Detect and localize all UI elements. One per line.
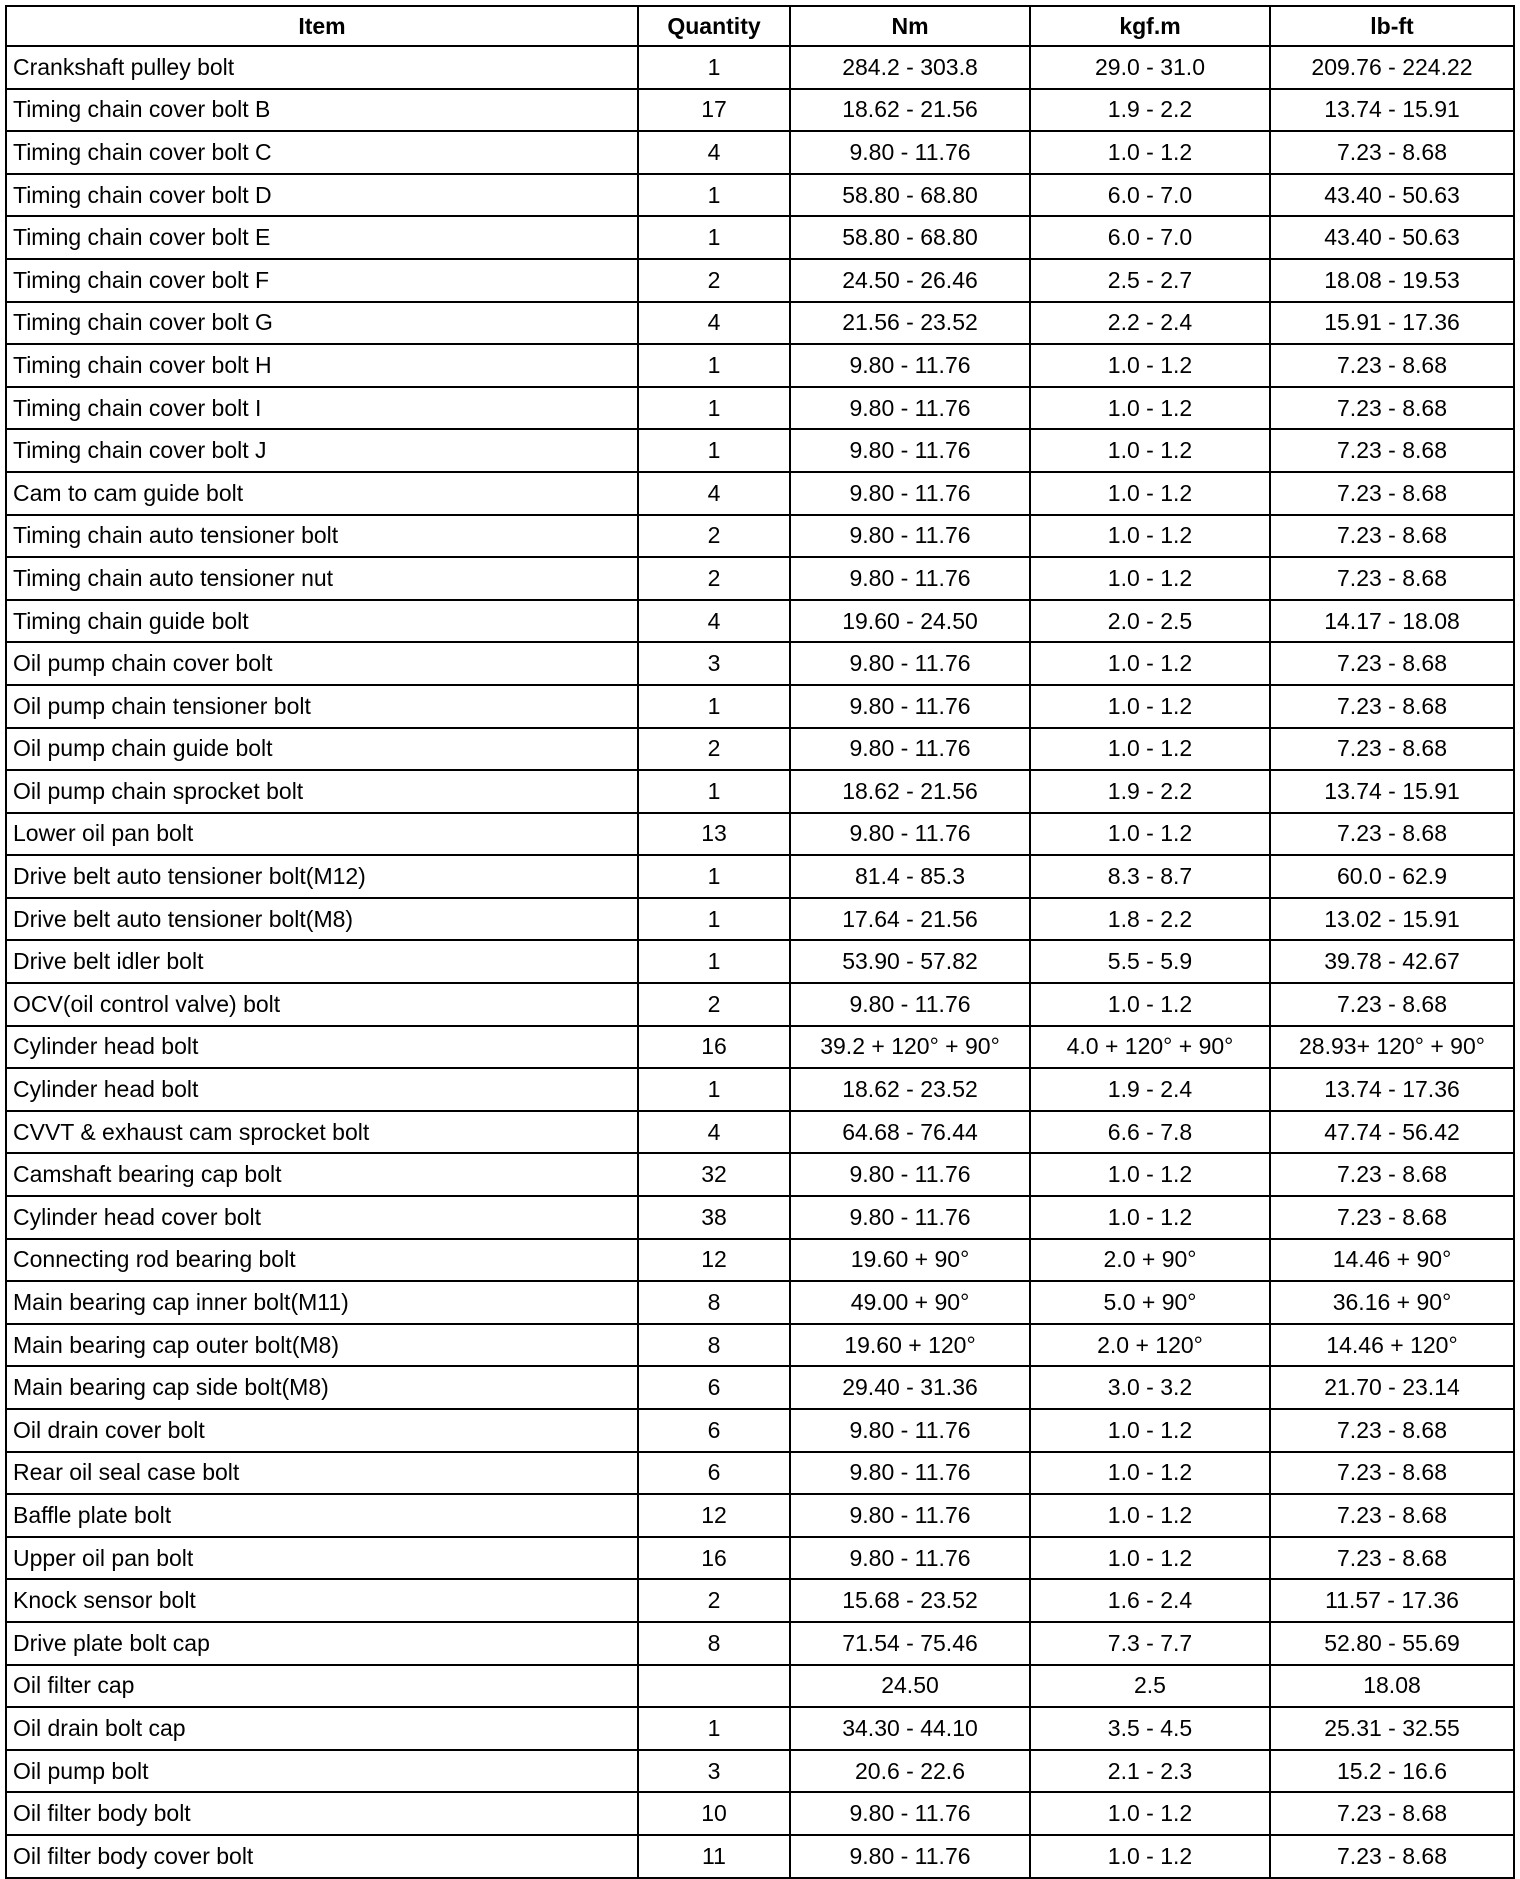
cell-kgfm: 1.0 - 1.2	[1030, 1452, 1270, 1495]
cell-item: Timing chain cover bolt J	[6, 429, 638, 472]
cell-item: Oil pump chain sprocket bolt	[6, 770, 638, 813]
cell-nm: 9.80 - 11.76	[790, 1153, 1030, 1196]
cell-kgfm: 2.0 + 120°	[1030, 1324, 1270, 1367]
cell-kgfm: 1.0 - 1.2	[1030, 387, 1270, 430]
table-row	[6, 344, 1514, 387]
cell-nm: 9.80 - 11.76	[790, 515, 1030, 558]
cell-quantity: 4	[638, 472, 790, 515]
cell-lbft: 7.23 - 8.68	[1270, 131, 1514, 174]
cell-item: Timing chain cover bolt B	[6, 89, 638, 132]
table-row	[6, 1239, 1514, 1282]
cell-lbft: 7.23 - 8.68	[1270, 983, 1514, 1026]
cell-lbft: 14.17 - 18.08	[1270, 600, 1514, 643]
cell-item: Oil filter body cover bolt	[6, 1835, 638, 1878]
cell-nm: 9.80 - 11.76	[790, 429, 1030, 472]
cell-item: Baffle plate bolt	[6, 1494, 638, 1537]
table-row	[6, 642, 1514, 685]
cell-quantity: 2	[638, 515, 790, 558]
cell-quantity: 1	[638, 46, 790, 89]
cell-nm: 9.80 - 11.76	[790, 983, 1030, 1026]
table-row	[6, 259, 1514, 302]
table-row	[6, 770, 1514, 813]
table-row	[6, 387, 1514, 430]
cell-lbft: 21.70 - 23.14	[1270, 1366, 1514, 1409]
cell-nm: 24.50 - 26.46	[790, 259, 1030, 302]
cell-nm: 9.80 - 11.76	[790, 1452, 1030, 1495]
cell-lbft: 7.23 - 8.68	[1270, 685, 1514, 728]
cell-nm: 15.68 - 23.52	[790, 1579, 1030, 1622]
cell-nm: 9.80 - 11.76	[790, 642, 1030, 685]
cell-nm: 9.80 - 11.76	[790, 813, 1030, 856]
cell-lbft: 14.46 + 90°	[1270, 1239, 1514, 1282]
cell-item: Timing chain auto tensioner bolt	[6, 515, 638, 558]
cell-item: Main bearing cap side bolt(M8)	[6, 1366, 638, 1409]
cell-nm: 18.62 - 23.52	[790, 1068, 1030, 1111]
cell-kgfm: 6.6 - 7.8	[1030, 1111, 1270, 1154]
cell-quantity: 3	[638, 1750, 790, 1793]
cell-item: Connecting rod bearing bolt	[6, 1239, 638, 1282]
cell-lbft: 7.23 - 8.68	[1270, 1792, 1514, 1835]
cell-nm: 24.50	[790, 1665, 1030, 1708]
table-row	[6, 813, 1514, 856]
cell-kgfm: 1.0 - 1.2	[1030, 1835, 1270, 1878]
cell-lbft: 15.91 - 17.36	[1270, 302, 1514, 345]
table-row	[6, 983, 1514, 1026]
cell-item: Cylinder head bolt	[6, 1068, 638, 1111]
cell-nm: 21.56 - 23.52	[790, 302, 1030, 345]
cell-kgfm: 1.0 - 1.2	[1030, 344, 1270, 387]
cell-kgfm: 6.0 - 7.0	[1030, 174, 1270, 217]
cell-item: Oil pump chain tensioner bolt	[6, 685, 638, 728]
cell-quantity: 8	[638, 1281, 790, 1324]
cell-item: Rear oil seal case bolt	[6, 1452, 638, 1495]
cell-lbft: 43.40 - 50.63	[1270, 174, 1514, 217]
cell-item: CVVT & exhaust cam sprocket bolt	[6, 1111, 638, 1154]
table-row	[6, 1537, 1514, 1580]
cell-lbft: 13.74 - 17.36	[1270, 1068, 1514, 1111]
cell-kgfm: 1.0 - 1.2	[1030, 1153, 1270, 1196]
cell-quantity: 2	[638, 557, 790, 600]
cell-kgfm: 2.2 - 2.4	[1030, 302, 1270, 345]
cell-nm: 81.4 - 85.3	[790, 855, 1030, 898]
table-row	[6, 472, 1514, 515]
cell-nm: 9.80 - 11.76	[790, 131, 1030, 174]
cell-lbft: 13.02 - 15.91	[1270, 898, 1514, 941]
cell-kgfm: 4.0 + 120° + 90°	[1030, 1026, 1270, 1069]
cell-lbft: 7.23 - 8.68	[1270, 557, 1514, 600]
cell-kgfm: 1.0 - 1.2	[1030, 642, 1270, 685]
cell-nm: 17.64 - 21.56	[790, 898, 1030, 941]
cell-quantity: 1	[638, 898, 790, 941]
cell-item: Timing chain guide bolt	[6, 600, 638, 643]
cell-lbft: 7.23 - 8.68	[1270, 1196, 1514, 1239]
cell-kgfm: 2.5 - 2.7	[1030, 259, 1270, 302]
cell-quantity: 6	[638, 1452, 790, 1495]
cell-lbft: 14.46 + 120°	[1270, 1324, 1514, 1367]
cell-item: Oil pump bolt	[6, 1750, 638, 1793]
cell-nm: 9.80 - 11.76	[790, 1792, 1030, 1835]
header-row	[6, 6, 1514, 46]
cell-item: Main bearing cap inner bolt(M11)	[6, 1281, 638, 1324]
cell-lbft: 36.16 + 90°	[1270, 1281, 1514, 1324]
cell-kgfm: 2.0 - 2.5	[1030, 600, 1270, 643]
cell-kgfm: 1.0 - 1.2	[1030, 1409, 1270, 1452]
cell-nm: 20.6 - 22.6	[790, 1750, 1030, 1793]
cell-quantity: 2	[638, 728, 790, 771]
cell-nm: 34.30 - 44.10	[790, 1707, 1030, 1750]
table-row	[6, 1068, 1514, 1111]
cell-kgfm: 5.5 - 5.9	[1030, 940, 1270, 983]
cell-lbft: 7.23 - 8.68	[1270, 1494, 1514, 1537]
cell-kgfm: 8.3 - 8.7	[1030, 855, 1270, 898]
table-row	[6, 131, 1514, 174]
cell-quantity: 17	[638, 89, 790, 132]
table-row	[6, 1622, 1514, 1665]
cell-quantity: 12	[638, 1494, 790, 1537]
cell-lbft: 60.0 - 62.9	[1270, 855, 1514, 898]
table-row	[6, 1452, 1514, 1495]
cell-nm: 53.90 - 57.82	[790, 940, 1030, 983]
cell-quantity: 1	[638, 429, 790, 472]
cell-kgfm: 29.0 - 31.0	[1030, 46, 1270, 89]
cell-lbft: 7.23 - 8.68	[1270, 387, 1514, 430]
cell-quantity: 4	[638, 600, 790, 643]
table-row	[6, 1707, 1514, 1750]
cell-item: Crankshaft pulley bolt	[6, 46, 638, 89]
cell-nm: 9.80 - 11.76	[790, 1196, 1030, 1239]
cell-kgfm: 1.9 - 2.2	[1030, 89, 1270, 132]
cell-kgfm: 6.0 - 7.0	[1030, 216, 1270, 259]
cell-lbft: 7.23 - 8.68	[1270, 472, 1514, 515]
cell-quantity: 11	[638, 1835, 790, 1878]
cell-kgfm: 7.3 - 7.7	[1030, 1622, 1270, 1665]
cell-lbft: 7.23 - 8.68	[1270, 344, 1514, 387]
table-row	[6, 728, 1514, 771]
cell-nm: 9.80 - 11.76	[790, 1409, 1030, 1452]
cell-lbft: 13.74 - 15.91	[1270, 770, 1514, 813]
cell-nm: 18.62 - 21.56	[790, 770, 1030, 813]
cell-lbft: 7.23 - 8.68	[1270, 642, 1514, 685]
cell-kgfm: 1.0 - 1.2	[1030, 1537, 1270, 1580]
cell-nm: 9.80 - 11.76	[790, 387, 1030, 430]
cell-nm: 49.00 + 90°	[790, 1281, 1030, 1324]
cell-item: Camshaft bearing cap bolt	[6, 1153, 638, 1196]
cell-item: Timing chain cover bolt E	[6, 216, 638, 259]
cell-nm: 9.80 - 11.76	[790, 344, 1030, 387]
cell-nm: 58.80 - 68.80	[790, 216, 1030, 259]
cell-quantity: 1	[638, 685, 790, 728]
table-row	[6, 1665, 1514, 1708]
cell-quantity: 8	[638, 1622, 790, 1665]
cell-item: Oil pump chain guide bolt	[6, 728, 638, 771]
cell-item: Timing chain cover bolt C	[6, 131, 638, 174]
cell-lbft: 39.78 - 42.67	[1270, 940, 1514, 983]
cell-quantity: 1	[638, 1068, 790, 1111]
cell-quantity: 3	[638, 642, 790, 685]
table-row	[6, 1324, 1514, 1367]
cell-kgfm: 1.9 - 2.2	[1030, 770, 1270, 813]
cell-item: Oil pump chain cover bolt	[6, 642, 638, 685]
cell-quantity: 1	[638, 216, 790, 259]
cell-item: Cam to cam guide bolt	[6, 472, 638, 515]
cell-kgfm: 1.0 - 1.2	[1030, 472, 1270, 515]
cell-nm: 39.2 + 120° + 90°	[790, 1026, 1030, 1069]
column-header-kgfm: kgf.m	[1030, 6, 1270, 46]
table-row	[6, 1196, 1514, 1239]
cell-kgfm: 1.0 - 1.2	[1030, 131, 1270, 174]
table-row	[6, 600, 1514, 643]
cell-lbft: 18.08 - 19.53	[1270, 259, 1514, 302]
table-row	[6, 685, 1514, 728]
cell-nm: 71.54 - 75.46	[790, 1622, 1030, 1665]
cell-lbft: 7.23 - 8.68	[1270, 429, 1514, 472]
table-row	[6, 1281, 1514, 1324]
cell-kgfm: 1.0 - 1.2	[1030, 983, 1270, 1026]
cell-lbft: 7.23 - 8.68	[1270, 1537, 1514, 1580]
column-header-quantity: Quantity	[638, 6, 790, 46]
cell-kgfm: 1.0 - 1.2	[1030, 429, 1270, 472]
cell-item: Main bearing cap outer bolt(M8)	[6, 1324, 638, 1367]
cell-lbft: 43.40 - 50.63	[1270, 216, 1514, 259]
cell-item: Drive belt auto tensioner bolt(M8)	[6, 898, 638, 941]
cell-kgfm: 1.0 - 1.2	[1030, 515, 1270, 558]
table-row	[6, 46, 1514, 89]
cell-nm: 9.80 - 11.76	[790, 472, 1030, 515]
table-row	[6, 1409, 1514, 1452]
cell-nm: 29.40 - 31.36	[790, 1366, 1030, 1409]
cell-nm: 19.60 + 90°	[790, 1239, 1030, 1282]
cell-nm: 284.2 - 303.8	[790, 46, 1030, 89]
table-body	[6, 46, 1514, 1878]
cell-lbft: 7.23 - 8.68	[1270, 515, 1514, 558]
cell-item: Oil drain cover bolt	[6, 1409, 638, 1452]
cell-lbft: 7.23 - 8.68	[1270, 728, 1514, 771]
cell-quantity: 1	[638, 174, 790, 217]
table-row	[6, 1366, 1514, 1409]
cell-item: Oil filter cap	[6, 1665, 638, 1708]
cell-item: Cylinder head cover bolt	[6, 1196, 638, 1239]
cell-quantity: 2	[638, 1579, 790, 1622]
cell-quantity: 32	[638, 1153, 790, 1196]
cell-kgfm: 1.0 - 1.2	[1030, 813, 1270, 856]
cell-quantity: 6	[638, 1366, 790, 1409]
cell-nm: 9.80 - 11.76	[790, 557, 1030, 600]
table-row	[6, 515, 1514, 558]
cell-item: Drive belt idler bolt	[6, 940, 638, 983]
table-row	[6, 429, 1514, 472]
cell-lbft: 15.2 - 16.6	[1270, 1750, 1514, 1793]
cell-lbft: 7.23 - 8.68	[1270, 1153, 1514, 1196]
cell-quantity: 8	[638, 1324, 790, 1367]
column-header-item: Item	[6, 6, 638, 46]
cell-item: Drive belt auto tensioner bolt(M12)	[6, 855, 638, 898]
cell-kgfm: 5.0 + 90°	[1030, 1281, 1270, 1324]
cell-nm: 19.60 - 24.50	[790, 600, 1030, 643]
cell-lbft: 7.23 - 8.68	[1270, 1409, 1514, 1452]
cell-lbft: 209.76 - 224.22	[1270, 46, 1514, 89]
cell-quantity: 4	[638, 302, 790, 345]
cell-kgfm: 1.0 - 1.2	[1030, 1196, 1270, 1239]
cell-lbft: 52.80 - 55.69	[1270, 1622, 1514, 1665]
cell-quantity: 2	[638, 983, 790, 1026]
cell-quantity: 4	[638, 1111, 790, 1154]
cell-item: OCV(oil control valve) bolt	[6, 983, 638, 1026]
table-row	[6, 1792, 1514, 1835]
table-row	[6, 1111, 1514, 1154]
cell-kgfm: 2.0 + 90°	[1030, 1239, 1270, 1282]
cell-nm: 64.68 - 76.44	[790, 1111, 1030, 1154]
cell-item: Knock sensor bolt	[6, 1579, 638, 1622]
cell-item: Drive plate bolt cap	[6, 1622, 638, 1665]
cell-quantity: 1	[638, 770, 790, 813]
cell-kgfm: 1.0 - 1.2	[1030, 1792, 1270, 1835]
table-row	[6, 940, 1514, 983]
cell-lbft: 47.74 - 56.42	[1270, 1111, 1514, 1154]
cell-item: Timing chain cover bolt D	[6, 174, 638, 217]
cell-lbft: 25.31 - 32.55	[1270, 1707, 1514, 1750]
cell-quantity: 13	[638, 813, 790, 856]
cell-item: Timing chain cover bolt H	[6, 344, 638, 387]
cell-lbft: 7.23 - 8.68	[1270, 813, 1514, 856]
table-row	[6, 557, 1514, 600]
cell-lbft: 28.93+ 120° + 90°	[1270, 1026, 1514, 1069]
table-row	[6, 1835, 1514, 1878]
table-row	[6, 898, 1514, 941]
cell-nm: 19.60 + 120°	[790, 1324, 1030, 1367]
cell-item: Lower oil pan bolt	[6, 813, 638, 856]
table-row	[6, 1750, 1514, 1793]
cell-kgfm: 1.0 - 1.2	[1030, 728, 1270, 771]
cell-lbft: 7.23 - 8.68	[1270, 1835, 1514, 1878]
cell-nm: 18.62 - 21.56	[790, 89, 1030, 132]
cell-quantity: 10	[638, 1792, 790, 1835]
cell-kgfm: 1.0 - 1.2	[1030, 1494, 1270, 1537]
cell-nm: 9.80 - 11.76	[790, 1835, 1030, 1878]
cell-lbft: 18.08	[1270, 1665, 1514, 1708]
cell-quantity: 38	[638, 1196, 790, 1239]
table-row	[6, 89, 1514, 132]
cell-lbft: 7.23 - 8.68	[1270, 1452, 1514, 1495]
cell-kgfm: 2.1 - 2.3	[1030, 1750, 1270, 1793]
cell-item: Timing chain cover bolt I	[6, 387, 638, 430]
column-header-nm: Nm	[790, 6, 1030, 46]
cell-lbft: 13.74 - 15.91	[1270, 89, 1514, 132]
cell-quantity	[638, 1665, 790, 1708]
cell-quantity: 1	[638, 344, 790, 387]
cell-lbft: 11.57 - 17.36	[1270, 1579, 1514, 1622]
torque-spec-table	[5, 5, 1515, 1879]
cell-nm: 9.80 - 11.76	[790, 728, 1030, 771]
cell-kgfm: 1.0 - 1.2	[1030, 557, 1270, 600]
cell-quantity: 16	[638, 1026, 790, 1069]
cell-kgfm: 1.6 - 2.4	[1030, 1579, 1270, 1622]
cell-quantity: 1	[638, 387, 790, 430]
cell-kgfm: 1.8 - 2.2	[1030, 898, 1270, 941]
cell-kgfm: 2.5	[1030, 1665, 1270, 1708]
cell-quantity: 1	[638, 1707, 790, 1750]
cell-nm: 58.80 - 68.80	[790, 174, 1030, 217]
cell-nm: 9.80 - 11.76	[790, 1494, 1030, 1537]
table-row	[6, 302, 1514, 345]
cell-kgfm: 3.5 - 4.5	[1030, 1707, 1270, 1750]
table-row	[6, 1494, 1514, 1537]
table-row	[6, 1153, 1514, 1196]
table-row	[6, 174, 1514, 217]
column-header-lbft: lb-ft	[1270, 6, 1514, 46]
cell-quantity: 1	[638, 940, 790, 983]
table-row	[6, 216, 1514, 259]
cell-item: Timing chain cover bolt G	[6, 302, 638, 345]
cell-item: Oil filter body bolt	[6, 1792, 638, 1835]
table-row	[6, 1579, 1514, 1622]
cell-quantity: 4	[638, 131, 790, 174]
table-row	[6, 855, 1514, 898]
cell-quantity: 1	[638, 855, 790, 898]
cell-kgfm: 1.0 - 1.2	[1030, 685, 1270, 728]
cell-quantity: 12	[638, 1239, 790, 1282]
cell-quantity: 2	[638, 259, 790, 302]
cell-kgfm: 3.0 - 3.2	[1030, 1366, 1270, 1409]
cell-nm: 9.80 - 11.76	[790, 685, 1030, 728]
cell-quantity: 16	[638, 1537, 790, 1580]
cell-item: Cylinder head bolt	[6, 1026, 638, 1069]
cell-item: Timing chain auto tensioner nut	[6, 557, 638, 600]
cell-item: Oil drain bolt cap	[6, 1707, 638, 1750]
cell-nm: 9.80 - 11.76	[790, 1537, 1030, 1580]
cell-item: Timing chain cover bolt F	[6, 259, 638, 302]
cell-item: Upper oil pan bolt	[6, 1537, 638, 1580]
table-row	[6, 1026, 1514, 1069]
cell-quantity: 6	[638, 1409, 790, 1452]
cell-kgfm: 1.9 - 2.4	[1030, 1068, 1270, 1111]
